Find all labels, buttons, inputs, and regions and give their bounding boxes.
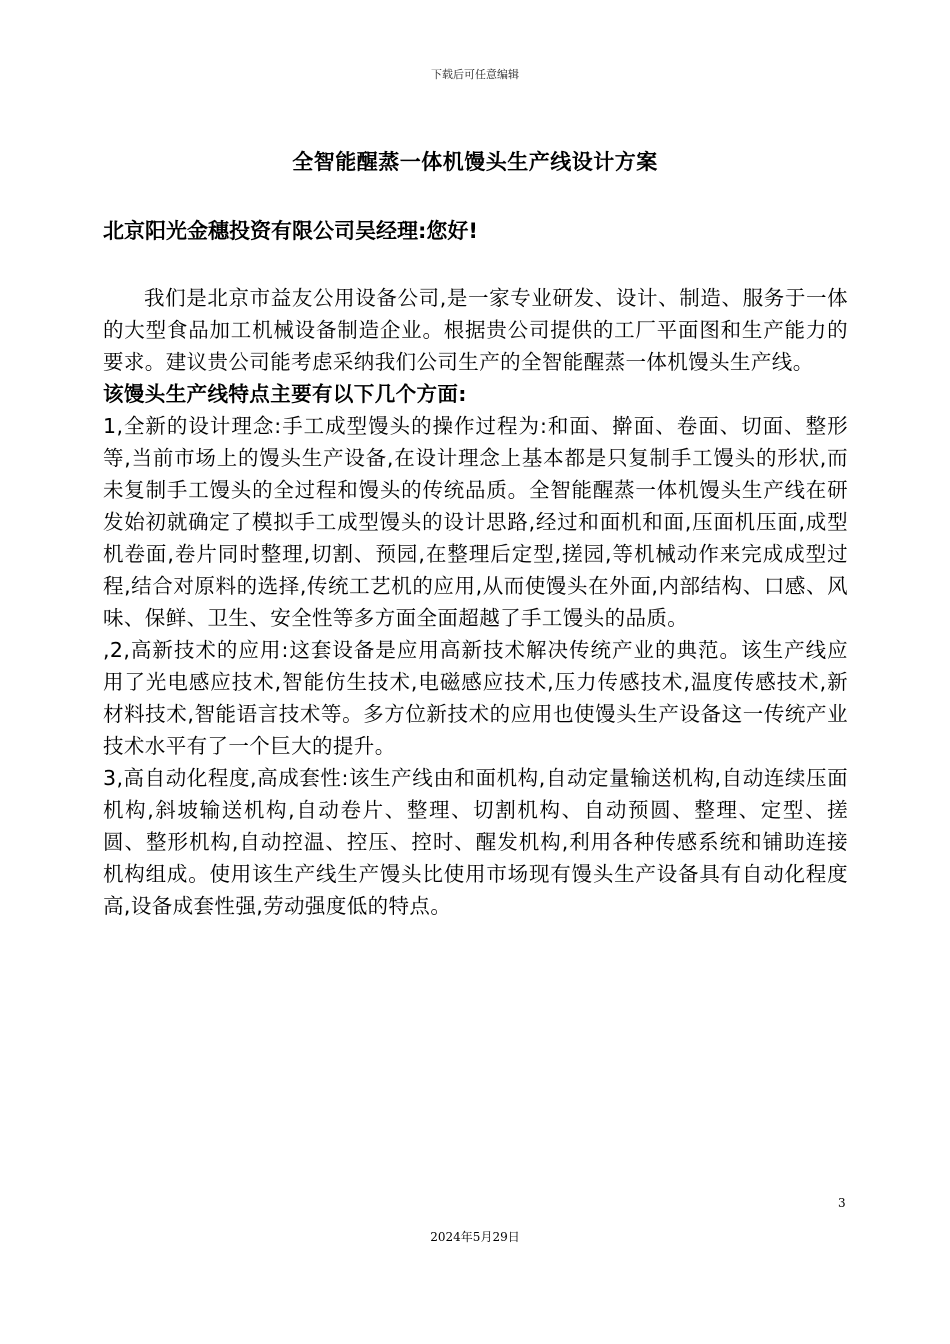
feature-paragraph-3: 3,高自动化程度,高成套性:该生产线由和面机构,自动定量输送机构,自动连续压面机构,斜坡输送机构,自动卷片、整理、切割机构、自动预圆、整理、定型、搓圆、整形机构,自动控温、控压、控时、醒发机构,利用各种传感系统和铺助连接机构组成。使用该生产线生产馒头比使用市场现有馒头生产设备具有自动化程度高,设备成套性强,劳动强度低的特点。 xyxy=(103,766,848,918)
feature-paragraph-2: ,2,高新技术的应用:这套设备是应用高新技术解决传统产业的典范。该生产线应用了光电感应技术,智能仿生技术,电磁感应技术,压力传感技术,温度传感技术,新材料技术,智能语言技术等。多方位新技术的应用也使馒头生产设备这一传统产业技术水平有了一个巨大的提升。 xyxy=(103,638,848,758)
footer-date: 2024年5月29日 xyxy=(430,1230,520,1244)
document-title: 全智能醒蒸一体机馒头生产线设计方案 xyxy=(292,150,658,174)
features-heading: 该馒头生产线特点主要有以下几个方面: xyxy=(103,382,467,406)
page-number: 3 xyxy=(838,1196,846,1210)
salutation: 北京阳光金穗投资有限公司吴经理:您好! xyxy=(103,219,478,243)
document-body xyxy=(103,282,848,922)
feature-paragraph-1: 1,全新的设计理念:手工成型馒头的操作过程为:和面、擀面、卷面、切面、整形等,当前市场上的馒头生产设备,在设计理念上基本都是只复制手工馒头的形状,而未复制手工馒头的全过程和馒头的传统品质。全智能醒蒸一体机馒头生产线在研发始初就确定了模拟手工成型馒头的设计思路,经过和面机和面,压面机压面,成型机卷面,卷片同时整理,切割、预园,在整理后定型,搓园,等机械动作来完成成型过程,结合对原料的选择,传统工艺机的应用,从而使馒头在外面,内部结构、口感、风味、保鲜、卫生、安全性等多方面全面超越了手工馒头的品质。 xyxy=(103,414,848,630)
intro-paragraph: 我们是北京市益友公用设备公司,是一家专业研发、设计、制造、服务于一体的大型食品加工机械设备制造企业。根据贵公司提供的工厂平面图和生产能力的要求。建议贵公司能考虑采纳我们公司生产的全智能醒蒸一体机馒头生产线。 xyxy=(103,286,848,374)
header-note: 下载后可任意编辑 xyxy=(431,68,519,81)
